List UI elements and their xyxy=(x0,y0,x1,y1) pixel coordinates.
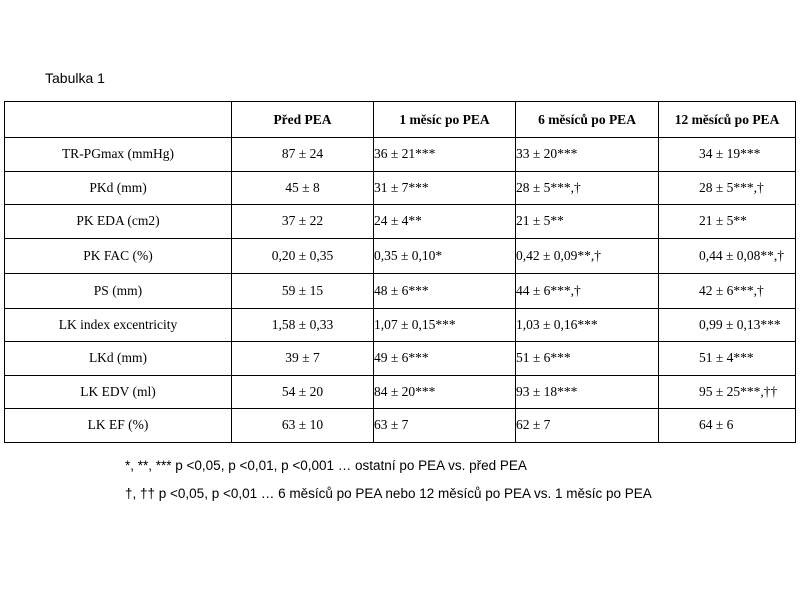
header-cell-pred-pea: Před PEA xyxy=(232,102,374,138)
table-row xyxy=(5,138,796,172)
cell-pred-pea: 63 ± 10 xyxy=(232,409,374,443)
cell-pred-pea: 1,58 ± 0,33 xyxy=(232,308,374,342)
table-row xyxy=(5,308,796,342)
cell-pred-pea: 0,20 ± 0,35 xyxy=(232,238,374,273)
cell-12-mesicu: 34 ± 19*** xyxy=(659,138,796,172)
header-cell-6-mesicu: 6 měsíců po PEA xyxy=(516,102,659,138)
header-cell-1-mesic: 1 měsíc po PEA xyxy=(374,102,516,138)
cell-6-mesicu: 44 ± 6***,† xyxy=(516,273,659,308)
cell-6-mesicu: 28 ± 5***,† xyxy=(516,171,659,205)
cell-1-mesic: 1,07 ± 0,15*** xyxy=(374,308,516,342)
header-cell-12-mesicu: 12 měsíců po PEA xyxy=(659,102,796,138)
header-row xyxy=(5,102,796,138)
cell-12-mesicu: 21 ± 5** xyxy=(659,205,796,239)
table-row xyxy=(5,238,796,273)
cell-1-mesic: 31 ± 7*** xyxy=(374,171,516,205)
table-row xyxy=(5,375,796,409)
cell-6-mesicu: 21 ± 5** xyxy=(516,205,659,239)
cell-12-mesicu: 0,44 ± 0,08**,† xyxy=(659,238,796,273)
cell-12-mesicu: 42 ± 6***,† xyxy=(659,273,796,308)
cell-6-mesicu: 0,42 ± 0,09**,† xyxy=(516,238,659,273)
cell-1-mesic: 0,35 ± 0,10* xyxy=(374,238,516,273)
cell-12-mesicu: 64 ± 6 xyxy=(659,409,796,443)
cell-pred-pea: 87 ± 24 xyxy=(232,138,374,172)
table-row xyxy=(5,409,796,443)
cell-6-mesicu: 51 ± 6*** xyxy=(516,342,659,376)
footnote-asterisks: *, **, *** p <0,05, p <0,01, p <0,001 … ostatní po PEA vs. před PEA xyxy=(125,458,527,473)
cell-pred-pea: 45 ± 8 xyxy=(232,171,374,205)
cell-1-mesic: 48 ± 6*** xyxy=(374,273,516,308)
cell-1-mesic: 63 ± 7 xyxy=(374,409,516,443)
table-row xyxy=(5,273,796,308)
cell-1-mesic: 84 ± 20*** xyxy=(374,375,516,409)
row-label: LK index excentricity xyxy=(5,308,232,342)
cell-pred-pea: 59 ± 15 xyxy=(232,273,374,308)
cell-1-mesic: 49 ± 6*** xyxy=(374,342,516,376)
table-row xyxy=(5,342,796,376)
row-label: PS (mm) xyxy=(5,273,232,308)
table-row xyxy=(5,171,796,205)
cell-12-mesicu: 51 ± 4*** xyxy=(659,342,796,376)
header-cell-empty xyxy=(5,102,232,138)
cell-1-mesic: 24 ± 4** xyxy=(374,205,516,239)
cell-6-mesicu: 1,03 ± 0,16*** xyxy=(516,308,659,342)
cell-12-mesicu: 28 ± 5***,† xyxy=(659,171,796,205)
row-label: LK EF (%) xyxy=(5,409,232,443)
cell-1-mesic: 36 ± 21*** xyxy=(374,138,516,172)
cell-6-mesicu: 93 ± 18*** xyxy=(516,375,659,409)
row-label: PK EDA (cm2) xyxy=(5,205,232,239)
table-row xyxy=(5,205,796,239)
row-label: LK EDV (ml) xyxy=(5,375,232,409)
cell-6-mesicu: 33 ± 20*** xyxy=(516,138,659,172)
cell-pred-pea: 39 ± 7 xyxy=(232,342,374,376)
cell-pred-pea: 37 ± 22 xyxy=(232,205,374,239)
footnote-daggers: †, †† p <0,05, p <0,01 … 6 měsíců po PEA nebo 12 měsíců po PEA vs. 1 měsíc po PEA xyxy=(125,486,652,501)
table-caption: Tabulka 1 xyxy=(45,70,105,86)
results-table xyxy=(4,101,796,443)
cell-12-mesicu: 0,99 ± 0,13*** xyxy=(659,308,796,342)
cell-12-mesicu: 95 ± 25***,†† xyxy=(659,375,796,409)
row-label: LKd (mm) xyxy=(5,342,232,376)
row-label: PKd (mm) xyxy=(5,171,232,205)
table-footnotes xyxy=(125,452,652,508)
row-label: TR-PGmax (mmHg) xyxy=(5,138,232,172)
cell-6-mesicu: 62 ± 7 xyxy=(516,409,659,443)
row-label: PK FAC (%) xyxy=(5,238,232,273)
cell-pred-pea: 54 ± 20 xyxy=(232,375,374,409)
